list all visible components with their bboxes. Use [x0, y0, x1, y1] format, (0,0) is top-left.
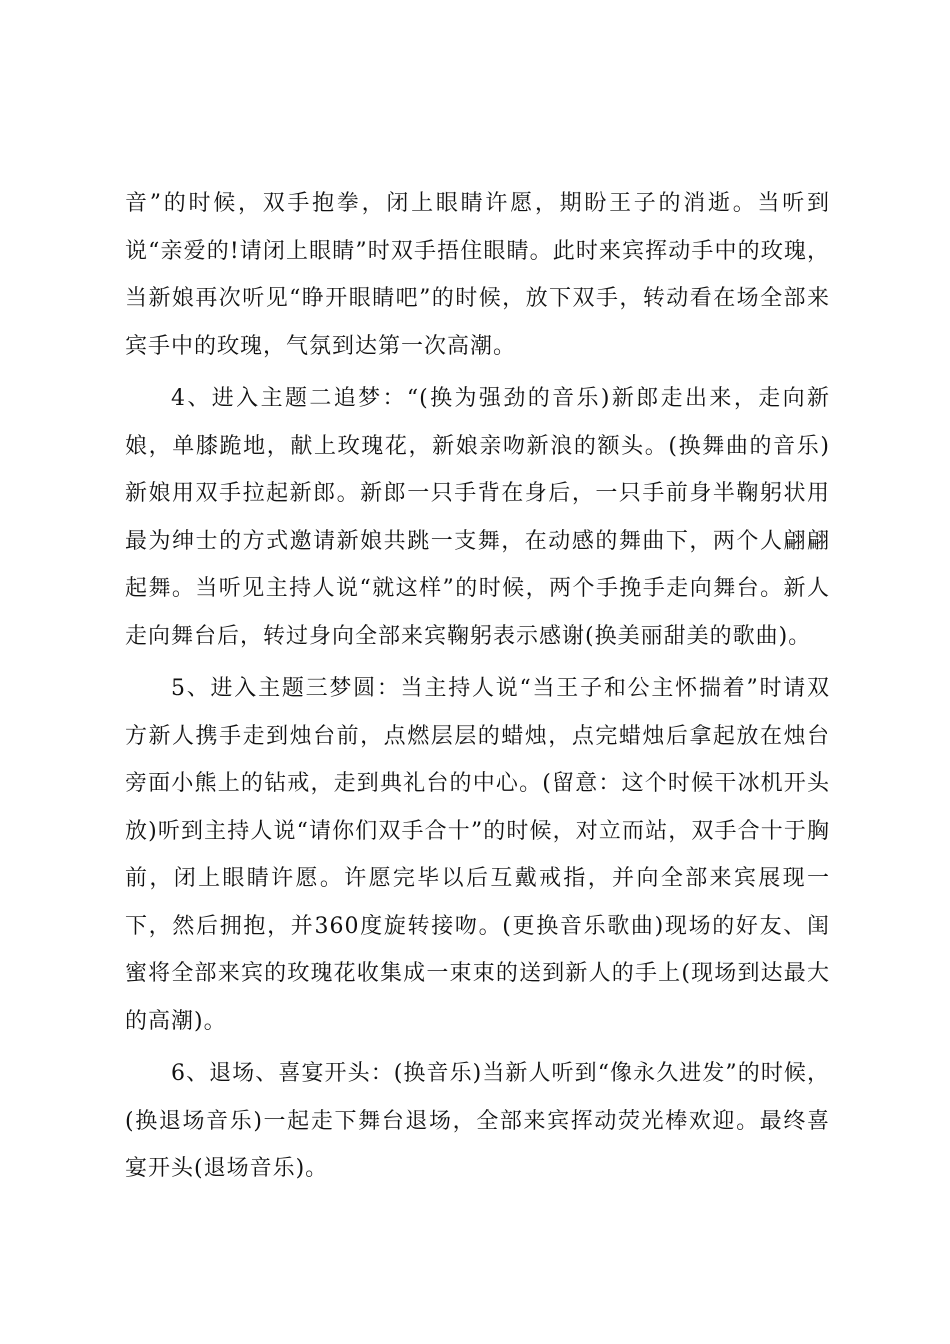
paragraph-step-5: 5、进入主题三梦圆：当主持人说“当王子和公主怀揣着”时请双方新人携手走到烛台前，点燃层层的蜡烛，点完蜡烛后拿起放在烛台旁面小熊上的钻戒，走到典礼台的中心。(留意：这个时候干冰机开头放)听到主持人说“请你们双手合十”的时候，对立而站，双手合十于胸前，闭上眼睛许愿。许愿完毕以后互戴戒指，并向全部来宾展现一下，然后拥抱，并360度旋转接吻。(更换音乐歌曲)现场的好友、闺蜜将全部来宾的玫瑰花收集成一束束的送到新人的手上(现场到达最大的高潮)。 [125, 676, 830, 1034]
paragraph-step-4: 4、进入主题二追梦：“(换为强劲的音乐)新郎走出来，走向新娘，单膝跪地，献上玫瑰花，新娘亲吻新浪的额头。(换舞曲的音乐)新娘用双手拉起新郎。新郎一只手背在身后，一只手前身半鞠躬状用最为绅士的方式邀请新娘共跳一支舞，在动感的舞曲下，两个人翩翩起舞。当听见主持人说“就这样”的时候，两个手挽手走向舞台。新人走向舞台后，转过身向全部来宾鞠躬表示感谢(换美丽甜美的歌曲)。 [125, 386, 830, 649]
paragraph-step-6: 6、退场、喜宴开头：(换音乐)当新人听到“像永久进发”的时候，(换退场音乐)一起走下舞台退场，全部来宾挥动荧光棒欢迎。最终喜宴开头(退场音乐)。 [125, 1061, 830, 1181]
paragraph-continuation: 音”的时候，双手抱拳，闭上眼睛许愿，期盼王子的消逝。当听到说“亲爱的!请闭上眼睛”时双手捂住眼睛。此时来宾挥动手中的玫瑰，当新娘再次听见“睁开眼睛吧”的时候，放下双手，转动看在场全部来宾手中的玫瑰，气氛到达第一次高潮。 [125, 191, 830, 359]
document-body [125, 180, 830, 1198]
